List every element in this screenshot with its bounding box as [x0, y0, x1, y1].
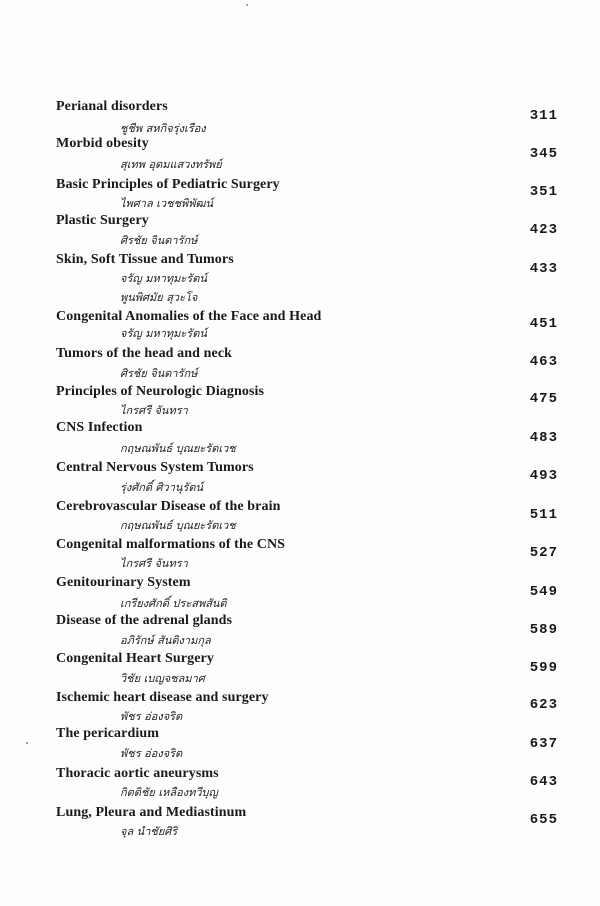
chapter-author: เกรียงศักดิ์ ประสพสันติ	[120, 597, 227, 610]
chapter-title: Morbid obesity	[56, 136, 149, 151]
chapter-author: สุเทพ อุดมแสวงทรัพย์	[120, 158, 222, 171]
chapter-author: ชูชีพ สหกิจรุ่งเรือง	[120, 122, 206, 135]
chapter-author: กฤษณพันธ์ บุณยะรัตเวช	[120, 442, 236, 455]
chapter-title: CNS Infection	[56, 420, 143, 435]
chapter-title: Genitourinary System	[56, 575, 191, 590]
chapter-title: Skin, Soft Tissue and Tumors	[56, 252, 234, 267]
chapter-author: จุล นำชัยศิริ	[120, 825, 178, 838]
chapter-title: Perianal disorders	[56, 99, 168, 114]
page-number: 423	[529, 222, 558, 238]
chapter-author: พูนพิศมัย สุวะโจ	[120, 291, 198, 304]
chapter-title: Congenital Anomalies of the Face and Head	[56, 309, 322, 324]
chapter-author: ไกรศรี จันทรา	[120, 404, 188, 417]
paper-speck	[246, 4, 248, 6]
chapter-title: Principles of Neurologic Diagnosis	[56, 384, 265, 399]
chapter-title: The pericardium	[56, 726, 159, 741]
page-number: 433	[529, 261, 558, 277]
page-number: 527	[529, 545, 558, 561]
chapter-title: Thoracic aortic aneurysms	[56, 766, 219, 781]
chapter-title: Cerebrovascular Disease of the brain	[56, 499, 281, 514]
chapter-title: Basic Principles of Pediatric Surgery	[56, 177, 280, 192]
chapter-title: Tumors of the head and neck	[56, 346, 233, 361]
chapter-author: วิชัย เบญจชลมาศ	[120, 672, 205, 685]
chapter-author: ศิรชัย จินดารักษ์	[120, 367, 198, 380]
chapter-author: กิตติชัย เหลืองทวีบุญ	[120, 786, 218, 799]
page-number: 493	[529, 468, 558, 484]
page-number: 451	[529, 316, 558, 332]
chapter-title: Central Nervous System Tumors	[56, 460, 254, 475]
chapter-author: ศิรชัย จินดารักษ์	[120, 234, 198, 247]
chapter-title: Disease of the adrenal glands	[56, 613, 233, 628]
page-number: 511	[529, 507, 558, 523]
chapter-title: Congenital malformations of the CNS	[56, 537, 286, 552]
chapter-title: Lung, Pleura and Mediastinum	[56, 805, 247, 820]
page-number: 589	[529, 622, 558, 638]
chapter-title: Ischemic heart disease and surgery	[56, 690, 269, 705]
page-number: 483	[529, 430, 558, 446]
page-number: 549	[529, 584, 558, 600]
paper-speck	[26, 742, 28, 744]
chapter-author: ไพศาล เวชชพิพัฒน์	[120, 197, 214, 210]
chapter-author: จรัญ มหาทุมะรัตน์	[120, 272, 207, 285]
page-number: 623	[529, 697, 558, 713]
page-number: 599	[529, 660, 558, 676]
page-number: 643	[529, 774, 558, 790]
chapter-author: จรัญ มหาทุมะรัตน์	[120, 327, 207, 340]
page-number: 311	[529, 108, 558, 124]
chapter-author: พัชร อ่องจริต	[120, 747, 183, 760]
page-number: 351	[529, 184, 558, 200]
page-number: 345	[529, 146, 558, 162]
chapter-author: ไกรศรี จันทรา	[120, 557, 188, 570]
page-number: 463	[529, 354, 558, 370]
page-number: 655	[529, 812, 558, 828]
chapter-author: กฤษณพันธ์ บุณยะรัตเวช	[120, 519, 236, 532]
chapter-title: Plastic Surgery	[56, 213, 149, 228]
page-number: 637	[529, 736, 558, 752]
chapter-title: Congenital Heart Surgery	[56, 651, 214, 666]
chapter-author: อภิรักษ์ สันติงามกุล	[120, 634, 211, 647]
chapter-author: พัชร อ่องจริต	[120, 710, 183, 723]
chapter-author: รุ่งศักดิ์ ศิวานุรัตน์	[120, 481, 203, 494]
page-number: 475	[529, 391, 558, 407]
